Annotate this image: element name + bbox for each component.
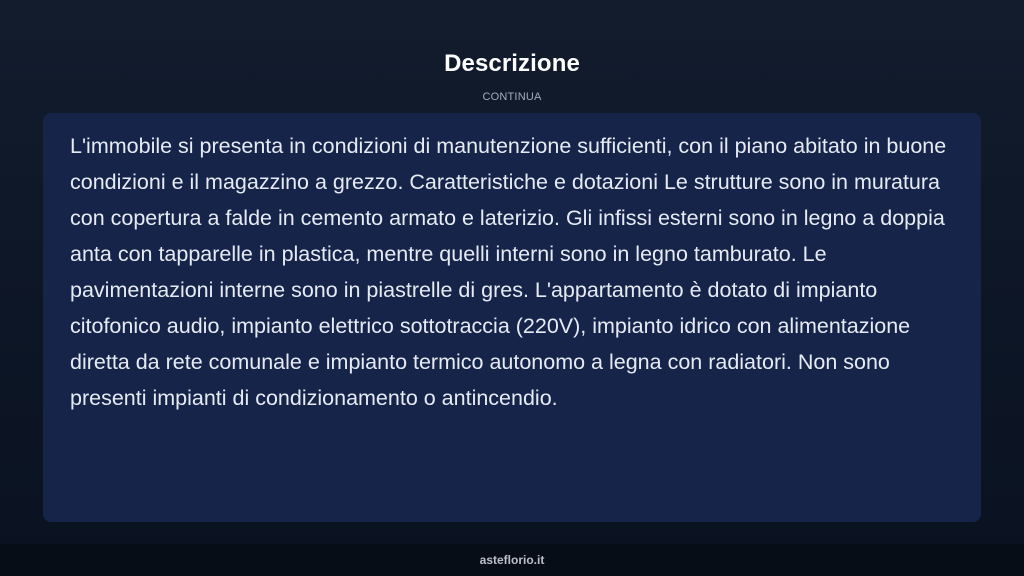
- page-title: Descrizione: [444, 50, 580, 77]
- description-card: [43, 113, 981, 522]
- page-subtitle: CONTINUA: [482, 91, 542, 103]
- description-text: L'immobile si presenta in condizioni di manutenzione sufficienti, con il piano abitato in buone condizioni e il magazzino a grezzo. Caratteristiche e dotazioni Le strutture sono in muratura con copertura a falde in cemento armato e laterizio. Gli infissi esterni sono in legno a doppia anta con tapparelle in plastica, mentre quelli interni sono in legno tamburato. Le pavimentazioni interne sono in piastrelle di gres. L'appartamento è dotato di impianto citofonico audio, impianto elettrico sottotraccia (220V), impianto idrico con alimentazione diretta da rete comunale e impianto termico autonomo a legna con radiatori. Non sono presenti impianti di condizionamento o antincendio.: [70, 134, 947, 410]
- footer-bar: [0, 544, 1024, 576]
- footer-site-label: asteflorio.it: [479, 553, 545, 567]
